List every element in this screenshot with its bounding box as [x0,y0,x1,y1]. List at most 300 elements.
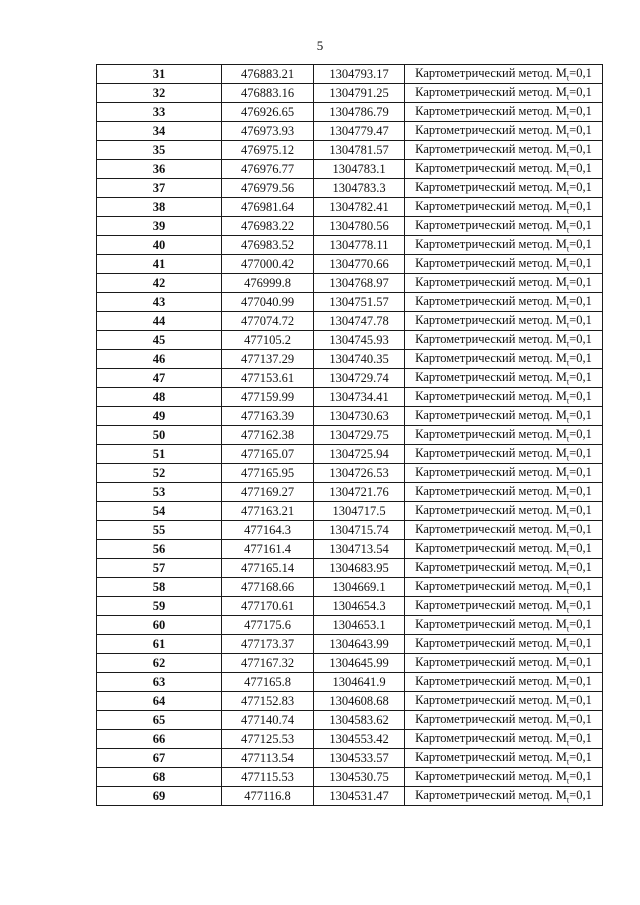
table-row [97,141,603,160]
point-number: 44 [97,312,222,331]
method-description [405,369,603,388]
method-value: =0,1 [569,236,592,251]
point-number: 37 [97,179,222,198]
point-number: 54 [97,502,222,521]
method-value: =0,1 [569,217,592,232]
table-row [97,369,603,388]
method-description [405,103,603,122]
point-number: 31 [97,65,222,84]
method-text: Картометрический метод. M [415,407,567,422]
method-description [405,312,603,331]
method-subscript: t [566,681,570,691]
method-text: Картометрический метод. M [415,103,567,118]
method-subscript: t [566,320,570,330]
coordinate-x: 477125.53 [222,730,314,749]
method-value: =0,1 [569,597,592,612]
method-text: Картометрический метод. M [415,198,567,213]
point-number: 43 [97,293,222,312]
table-row [97,407,603,426]
coordinate-x: 477170.61 [222,597,314,616]
point-number: 39 [97,217,222,236]
point-number: 52 [97,464,222,483]
table-row [97,597,603,616]
method-subscript: t [566,149,570,159]
table-row [97,559,603,578]
method-description [405,160,603,179]
method-text: Картометрический метод. M [415,787,567,802]
method-text: Картометрический метод. M [415,540,567,555]
coordinate-y: 1304781.57 [314,141,405,160]
point-number: 55 [97,521,222,540]
coordinate-y: 1304641.9 [314,673,405,692]
point-number: 41 [97,255,222,274]
method-text: Картометрический метод. M [415,597,567,612]
method-subscript: t [566,339,570,349]
coordinate-x: 477162.38 [222,426,314,445]
method-description [405,217,603,236]
table-row [97,350,603,369]
coordinate-x: 476883.21 [222,65,314,84]
coordinate-x: 477163.21 [222,502,314,521]
coordinates-table [96,64,603,806]
coordinate-y: 1304713.54 [314,540,405,559]
page-number: 5 [316,38,324,53]
coordinate-y: 1304683.95 [314,559,405,578]
method-subscript: t [566,795,570,805]
method-value: =0,1 [569,426,592,441]
method-subscript: t [566,396,570,406]
point-number: 33 [97,103,222,122]
coordinate-y: 1304770.66 [314,255,405,274]
method-value: =0,1 [569,179,592,194]
method-value: =0,1 [569,502,592,517]
coordinate-x: 476973.93 [222,122,314,141]
method-value: =0,1 [569,464,592,479]
method-value: =0,1 [569,198,592,213]
method-value: =0,1 [569,483,592,498]
point-number: 61 [97,635,222,654]
method-description [405,578,603,597]
method-subscript: t [566,662,570,672]
method-subscript: t [566,130,570,140]
table-row [97,749,603,768]
method-text: Картометрический метод. M [415,749,567,764]
method-text: Картометрический метод. M [415,141,567,156]
method-subscript: t [566,73,570,83]
coordinate-y: 1304654.3 [314,597,405,616]
coordinate-y: 1304669.1 [314,578,405,597]
table-row [97,540,603,559]
point-number: 68 [97,768,222,787]
method-description [405,711,603,730]
method-subscript: t [566,111,570,121]
method-value: =0,1 [569,122,592,137]
method-value: =0,1 [569,293,592,308]
method-subscript: t [566,434,570,444]
method-text: Картометрический метод. M [415,559,567,574]
table-row [97,787,603,806]
coordinate-x: 477137.29 [222,350,314,369]
point-number: 48 [97,388,222,407]
method-description [405,616,603,635]
table-row [97,654,603,673]
coordinate-x: 477161.4 [222,540,314,559]
method-text: Картометрический метод. M [415,635,567,650]
coordinate-y: 1304531.47 [314,787,405,806]
method-subscript: t [566,358,570,368]
point-number: 64 [97,692,222,711]
table-row [97,160,603,179]
table-row [97,616,603,635]
method-value: =0,1 [569,103,592,118]
coordinate-x: 477165.07 [222,445,314,464]
table-row [97,331,603,350]
coordinate-y: 1304782.41 [314,198,405,217]
coordinate-y: 1304729.74 [314,369,405,388]
table-row [97,84,603,103]
method-description [405,388,603,407]
point-number: 56 [97,540,222,559]
method-description [405,445,603,464]
method-description [405,407,603,426]
coordinate-x: 477105.2 [222,331,314,350]
method-value: =0,1 [569,692,592,707]
table-row [97,426,603,445]
method-text: Картометрический метод. M [415,84,567,99]
point-number: 50 [97,426,222,445]
method-text: Картометрический метод. M [415,236,567,251]
table-row [97,711,603,730]
table-row [97,217,603,236]
table-row [97,635,603,654]
table-row [97,521,603,540]
method-subscript: t [566,491,570,501]
method-text: Картометрический метод. M [415,654,567,669]
point-number: 40 [97,236,222,255]
method-description [405,274,603,293]
method-text: Картометрический метод. M [415,350,567,365]
coordinate-y: 1304608.68 [314,692,405,711]
point-number: 49 [97,407,222,426]
table-row [97,312,603,331]
method-value: =0,1 [569,768,592,783]
method-description [405,293,603,312]
method-description [405,787,603,806]
table-row [97,445,603,464]
method-subscript: t [566,282,570,292]
coordinate-x: 477159.99 [222,388,314,407]
table-row [97,768,603,787]
method-subscript: t [566,92,570,102]
method-text: Картометрический метод. M [415,445,567,460]
method-subscript: t [566,586,570,596]
method-subscript: t [566,168,570,178]
point-number: 46 [97,350,222,369]
coordinate-y: 1304583.62 [314,711,405,730]
table-row [97,236,603,255]
table-row [97,730,603,749]
method-value: =0,1 [569,274,592,289]
method-value: =0,1 [569,445,592,460]
method-text: Картометрический метод. M [415,673,567,688]
method-description [405,350,603,369]
table-row [97,122,603,141]
point-number: 60 [97,616,222,635]
coordinate-y: 1304730.63 [314,407,405,426]
coordinate-y: 1304791.25 [314,84,405,103]
method-description [405,483,603,502]
method-description [405,749,603,768]
method-subscript: t [566,225,570,235]
method-subscript: t [566,548,570,558]
method-description [405,502,603,521]
method-subscript: t [566,472,570,482]
point-number: 65 [97,711,222,730]
method-subscript: t [566,643,570,653]
method-subscript: t [566,719,570,729]
coordinate-x: 477116.8 [222,787,314,806]
method-text: Картометрический метод. M [415,711,567,726]
method-subscript: t [566,567,570,577]
coordinate-y: 1304783.1 [314,160,405,179]
coordinate-x: 477000.42 [222,255,314,274]
method-subscript: t [566,301,570,311]
method-value: =0,1 [569,787,592,802]
point-number: 51 [97,445,222,464]
method-text: Картометрический метод. M [415,768,567,783]
coordinate-x: 477173.37 [222,635,314,654]
method-value: =0,1 [569,749,592,764]
coordinate-x: 476981.64 [222,198,314,217]
method-value: =0,1 [569,730,592,745]
method-value: =0,1 [569,160,592,175]
coordinate-y: 1304717.5 [314,502,405,521]
method-description [405,559,603,578]
coordinate-x: 477168.66 [222,578,314,597]
table-row [97,502,603,521]
coordinate-y: 1304783.3 [314,179,405,198]
point-number: 53 [97,483,222,502]
method-text: Картометрический метод. M [415,122,567,137]
method-subscript: t [566,510,570,520]
table-row [97,293,603,312]
method-description [405,635,603,654]
method-value: =0,1 [569,65,592,80]
coordinate-y: 1304530.75 [314,768,405,787]
point-number: 62 [97,654,222,673]
coordinate-x: 477040.99 [222,293,314,312]
coordinates-table-body [97,65,603,806]
method-subscript: t [566,206,570,216]
method-description [405,331,603,350]
coordinate-y: 1304751.57 [314,293,405,312]
method-value: =0,1 [569,312,592,327]
coordinate-x: 477163.39 [222,407,314,426]
method-value: =0,1 [569,635,592,650]
coordinate-y: 1304740.35 [314,350,405,369]
coordinate-y: 1304779.47 [314,122,405,141]
method-value: =0,1 [569,407,592,422]
coordinate-x: 477175.6 [222,616,314,635]
coordinate-x: 476926.65 [222,103,314,122]
coordinate-y: 1304786.79 [314,103,405,122]
coordinate-x: 477165.8 [222,673,314,692]
method-description [405,141,603,160]
method-value: =0,1 [569,673,592,688]
method-subscript: t [566,415,570,425]
coordinate-x: 476979.56 [222,179,314,198]
point-number: 66 [97,730,222,749]
method-value: =0,1 [569,578,592,593]
coordinate-x: 477167.32 [222,654,314,673]
method-description [405,255,603,274]
method-text: Картометрический метод. M [415,426,567,441]
coordinate-y: 1304734.41 [314,388,405,407]
method-text: Картометрический метод. M [415,483,567,498]
point-number: 58 [97,578,222,597]
method-subscript: t [566,624,570,634]
table-row [97,692,603,711]
method-subscript: t [566,187,570,197]
coordinate-y: 1304653.1 [314,616,405,635]
method-text: Картометрический метод. M [415,217,567,232]
method-value: =0,1 [569,616,592,631]
method-subscript: t [566,244,570,254]
coordinate-x: 477152.83 [222,692,314,711]
coordinate-x: 477165.14 [222,559,314,578]
method-description [405,464,603,483]
method-description [405,179,603,198]
method-text: Картометрический метод. M [415,521,567,536]
coordinate-y: 1304645.99 [314,654,405,673]
coordinate-x: 477164.3 [222,521,314,540]
coordinate-x: 476983.22 [222,217,314,236]
method-text: Картометрический метод. M [415,464,567,479]
coordinate-x: 476883.16 [222,84,314,103]
coordinate-x: 477115.53 [222,768,314,787]
coordinate-x: 477169.27 [222,483,314,502]
method-value: =0,1 [569,559,592,574]
method-value: =0,1 [569,540,592,555]
method-value: =0,1 [569,255,592,270]
method-description [405,84,603,103]
method-value: =0,1 [569,521,592,536]
coordinate-x: 476999.8 [222,274,314,293]
coordinate-x: 476983.52 [222,236,314,255]
coordinate-y: 1304725.94 [314,445,405,464]
coordinate-x: 477074.72 [222,312,314,331]
method-description [405,122,603,141]
method-value: =0,1 [569,711,592,726]
coordinate-x: 477113.54 [222,749,314,768]
method-text: Картометрический метод. M [415,65,567,80]
point-number: 45 [97,331,222,350]
coordinate-x: 477165.95 [222,464,314,483]
coordinate-y: 1304729.75 [314,426,405,445]
method-subscript: t [566,738,570,748]
method-value: =0,1 [569,141,592,156]
method-text: Картометрический метод. M [415,388,567,403]
method-subscript: t [566,700,570,710]
coordinate-y: 1304533.57 [314,749,405,768]
coordinate-x: 477140.74 [222,711,314,730]
table-row [97,179,603,198]
method-text: Картометрический метод. M [415,293,567,308]
coordinate-y: 1304715.74 [314,521,405,540]
method-description [405,65,603,84]
coordinate-y: 1304747.78 [314,312,405,331]
coordinate-y: 1304721.76 [314,483,405,502]
method-description [405,426,603,445]
coordinate-y: 1304745.93 [314,331,405,350]
method-subscript: t [566,263,570,273]
method-text: Картометрический метод. M [415,692,567,707]
point-number: 34 [97,122,222,141]
coordinate-x: 476976.77 [222,160,314,179]
point-number: 42 [97,274,222,293]
method-description [405,730,603,749]
method-text: Картометрический метод. M [415,255,567,270]
coordinate-x: 476975.12 [222,141,314,160]
method-description [405,521,603,540]
method-subscript: t [566,605,570,615]
method-description [405,768,603,787]
method-text: Картометрический метод. M [415,312,567,327]
table-row [97,255,603,274]
point-number: 69 [97,787,222,806]
table-row [97,388,603,407]
table-row [97,274,603,293]
method-text: Картометрический метод. M [415,274,567,289]
coordinate-y: 1304780.56 [314,217,405,236]
method-subscript: t [566,453,570,463]
table-row [97,673,603,692]
point-number: 32 [97,84,222,103]
coordinate-y: 1304643.99 [314,635,405,654]
method-text: Картометрический метод. M [415,160,567,175]
method-text: Картометрический метод. M [415,616,567,631]
point-number: 59 [97,597,222,616]
coordinate-y: 1304778.11 [314,236,405,255]
table-row [97,483,603,502]
method-value: =0,1 [569,369,592,384]
point-number: 38 [97,198,222,217]
coordinate-y: 1304793.17 [314,65,405,84]
method-description [405,654,603,673]
method-description [405,692,603,711]
method-value: =0,1 [569,331,592,346]
method-text: Картометрический метод. M [415,369,567,384]
method-text: Картометрический метод. M [415,730,567,745]
table-row [97,464,603,483]
table-row [97,198,603,217]
point-number: 57 [97,559,222,578]
method-subscript: t [566,529,570,539]
table-row [97,103,603,122]
point-number: 36 [97,160,222,179]
method-value: =0,1 [569,350,592,365]
method-text: Картометрический метод. M [415,179,567,194]
point-number: 47 [97,369,222,388]
method-value: =0,1 [569,84,592,99]
coordinate-y: 1304726.53 [314,464,405,483]
method-description [405,673,603,692]
method-description [405,540,603,559]
point-number: 67 [97,749,222,768]
point-number: 35 [97,141,222,160]
coordinate-x: 477153.61 [222,369,314,388]
method-subscript: t [566,377,570,387]
